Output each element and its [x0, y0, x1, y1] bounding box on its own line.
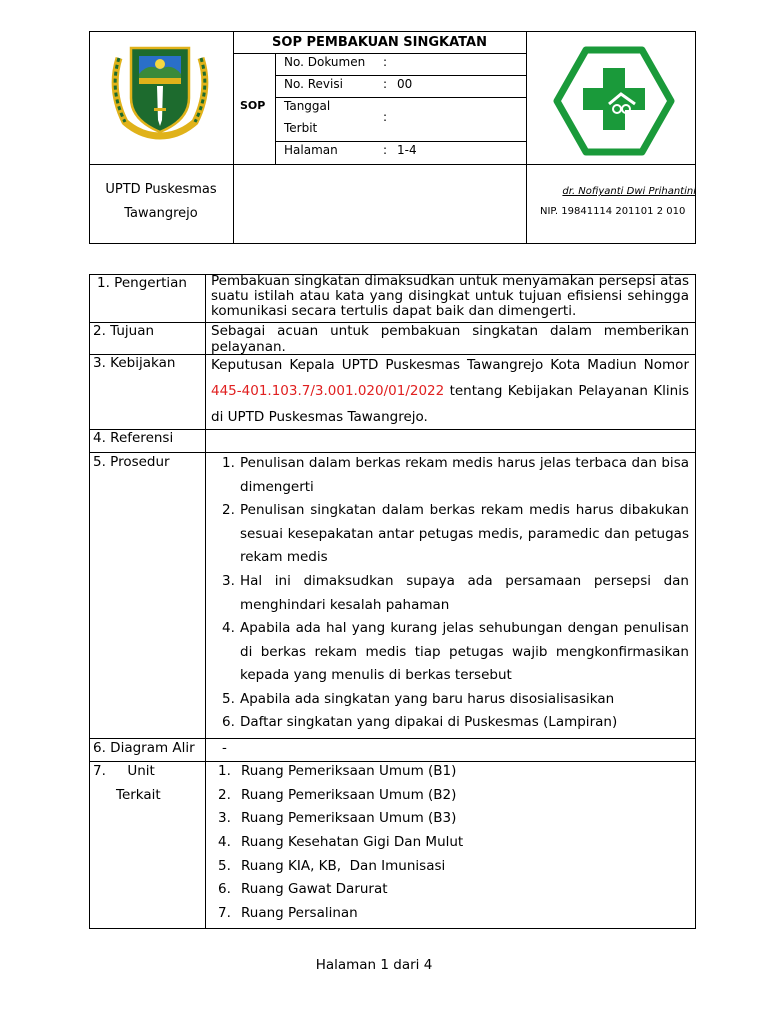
row-label-referensi: 4. Referensi — [93, 430, 174, 446]
field-sep: : — [383, 110, 388, 124]
list-number: 2. — [222, 502, 235, 518]
divider — [275, 75, 526, 76]
row-value-tujuan — [211, 323, 689, 355]
sop-title: SOP PEMBAKUAN SINGKATAN — [272, 35, 487, 50]
field-label-no-dokumen: No. Dokumen — [284, 55, 366, 69]
city-emblem-logo — [105, 40, 215, 140]
list-number: 4. — [222, 620, 235, 636]
text-span: tentang Kebijakan Pelayanan Klinis — [444, 383, 689, 399]
row-label-prosedur: 5. Prosedur — [93, 454, 170, 470]
field-sep: : — [383, 143, 388, 157]
text-line: Keputusan Kepala UPTD Puskesmas Tawangrejo Kota Madiun Nomor — [211, 357, 689, 373]
row-label-diagram-alir: 6. Diagram Alir — [93, 740, 195, 756]
divider — [526, 31, 527, 244]
text-line: pelayanan. — [211, 339, 286, 355]
field-label-terbit: Terbit — [284, 121, 318, 135]
list-item: Ruang Pemeriksaan Umum (B3) — [241, 810, 457, 826]
list-item: Hal ini dimaksudkan supaya ada persamaan persepsi dan — [240, 573, 689, 589]
list-item: rekam medis — [240, 549, 328, 565]
divider — [275, 141, 526, 142]
sop-label: SOP — [240, 99, 266, 112]
list-item: dimengerti — [240, 479, 314, 495]
field-sep: : — [383, 77, 388, 91]
list-number: 6. — [222, 714, 235, 730]
org-name-line2: Tawangrejo — [124, 206, 198, 221]
field-value-halaman: 1-4 — [397, 143, 417, 157]
field-label-no-revisi: No. Revisi — [284, 77, 343, 91]
list-item: Ruang Persalinan — [241, 905, 358, 921]
field-label-tanggal: Tanggal — [284, 99, 331, 113]
decree-number: 445-401.103.7/3.001.020/01/2022 — [211, 383, 445, 399]
list-number: 1. — [222, 455, 235, 471]
row-label-tujuan: 2. Tujuan — [93, 323, 155, 339]
page-footer: Halaman 1 dari 4 — [315, 957, 433, 973]
list-number: 2. — [218, 787, 231, 803]
list-item: Ruang KIA, KB, Dan Imunisasi — [241, 858, 446, 874]
divider — [205, 274, 206, 929]
text-line: Sebagai acuan untuk pembakuan singkatan dalam memberikan — [211, 323, 689, 339]
field-sep: : — [383, 55, 388, 69]
divider — [233, 53, 526, 54]
row-label-pengertian: 1. Pengertian — [97, 275, 187, 291]
list-item: Apabila ada hal yang kurang jelas sehubungan dengan penulisan — [240, 620, 689, 636]
text-line: suatu istilah atau kata yang disingkat untuk tujuan efisiensi sehingga — [211, 288, 689, 304]
field-value-no-revisi: 00 — [397, 77, 413, 91]
list-item: Daftar singkatan yang dipakai di Puskesmas (Lampiran) — [240, 714, 618, 730]
list-item: Apabila ada singkatan yang baru harus disosialisasikan — [240, 691, 615, 707]
list-number: 3. — [218, 810, 231, 826]
text-line: di UPTD Puskesmas Tawangrejo. — [211, 409, 428, 425]
divider — [233, 31, 234, 244]
list-number: 1. — [218, 763, 231, 779]
row-label-terkait: Terkait — [116, 787, 161, 803]
list-item: menghindari kesalah pahaman — [240, 597, 450, 613]
list-number: 5. — [218, 858, 231, 874]
list-number: 4. — [218, 834, 231, 850]
list-item: Ruang Gawat Darurat — [241, 881, 388, 897]
list-item: sesuai kesepakatan antar petugas medis, paramedic dan petugas — [240, 526, 689, 542]
signer-name: dr. Nofiyanti Dwi Prihantini — [562, 186, 696, 197]
list-number: 7. — [218, 905, 231, 921]
text-line — [211, 378, 689, 404]
text-line: Pembakuan singkatan dimaksudkan untuk menyamakan persepsi atas — [211, 273, 689, 289]
org-name-line1: UPTD Puskesmas — [105, 182, 217, 197]
row-label-kebijakan: 3. Kebijakan — [93, 355, 176, 371]
row-value-diagram-alir: - — [222, 740, 227, 756]
row-label-unit: 7. Unit — [93, 763, 155, 779]
signer-nip: NIP. 19841114 201101 2 010 — [540, 206, 686, 217]
list-number: 6. — [218, 881, 231, 897]
list-item: Penulisan singkatan dalam berkas rekam medis harus dibakukan — [240, 502, 689, 518]
list-item: Ruang Pemeriksaan Umum (B2) — [241, 787, 457, 803]
divider — [89, 164, 696, 165]
divider — [275, 97, 526, 98]
list-item: Penulisan dalam berkas rekam medis harus jelas terbaca dan bisa — [240, 455, 689, 471]
puskesmas-logo — [553, 46, 675, 156]
list-number: 5. — [222, 691, 235, 707]
list-item: kepada yang menulis di berkas tersebut — [240, 667, 512, 683]
divider — [275, 53, 276, 165]
list-item: di berkas rekam medis tiap petugas wajib mengkonfirmasikan — [240, 644, 689, 660]
list-item: Ruang Kesehatan Gigi Dan Mulut — [241, 834, 464, 850]
row-value-kebijakan — [211, 352, 689, 430]
text-line: komunikasi secara tertulis dapat baik dan dimengerti. — [211, 303, 577, 319]
list-item: Ruang Pemeriksaan Umum (B1) — [241, 763, 457, 779]
row-value-pengertian — [211, 274, 689, 319]
list-number: 3. — [222, 573, 235, 589]
field-label-halaman: Halaman — [284, 143, 338, 157]
